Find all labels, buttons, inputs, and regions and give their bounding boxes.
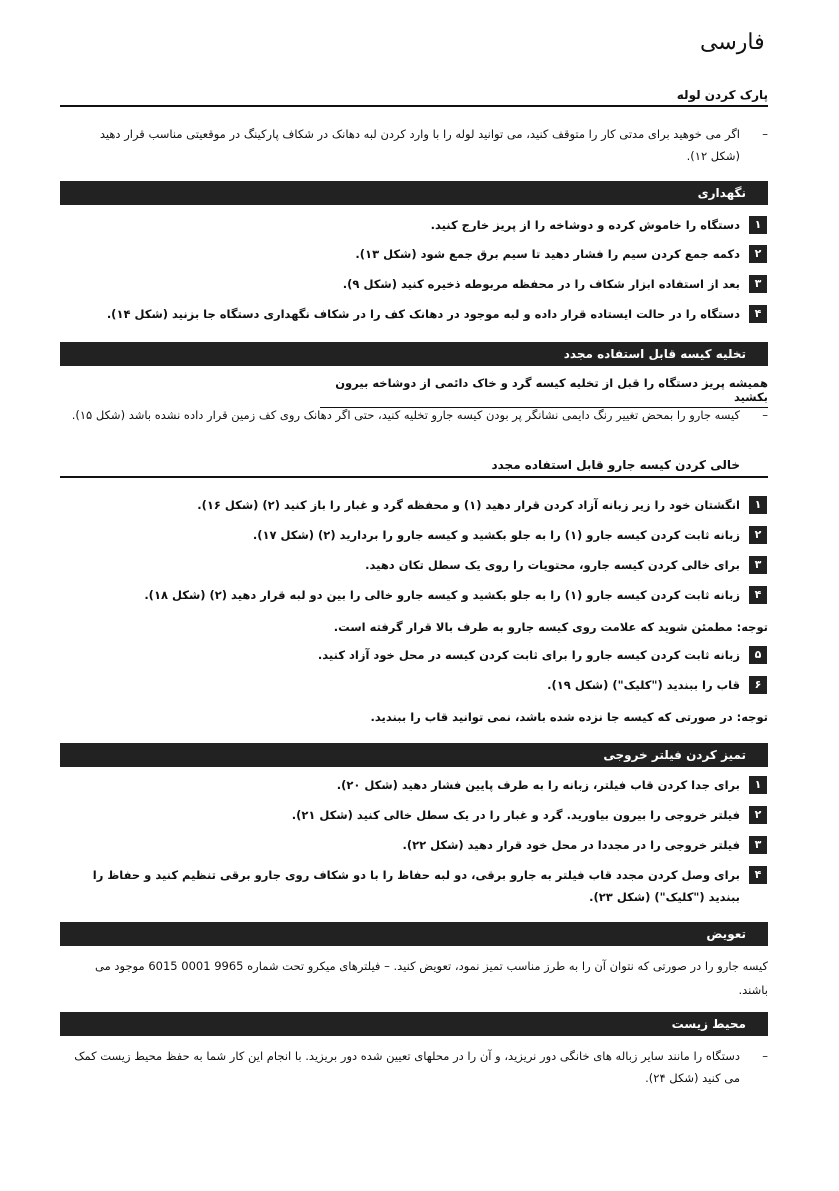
filter-step-3: فیلتر خروجی را در مجددا در محل خود قرار دهید (شکل ۲۲). xyxy=(402,838,740,852)
bullet-dash: – xyxy=(762,127,768,141)
replacement-heading-bar: تعویض xyxy=(60,922,768,946)
parking-bullet-text: اگر می خوهید برای مدتی کار را متوقف کنید، می توانید لوله را با وارد کردن لبه دهانک در شکاف پارکینگ در موقعیتی مناسب قرار دهید (شکل ۱۲). xyxy=(99,127,740,163)
environment-heading-bar: محیط زیست xyxy=(60,1012,768,1036)
step-number: ۴ xyxy=(749,866,767,884)
empty-bag-heading-bar: تخلیه کیسه قابل استفاده مجدد xyxy=(60,342,768,366)
empty-bag-step-4: زبانه ثابت کردن کیسه جارو (۱) را به جلو بکشید و کیسه جارو خالی را بین دو لبه قرار دهید (۲) (شکل ۱۸). xyxy=(144,588,740,602)
empty-bag-bullet xyxy=(70,404,768,426)
step-number: ۲ xyxy=(749,526,767,544)
parking-bullet xyxy=(70,123,768,167)
storage-step-1: دستگاه را خاموش کرده و دوشاخه را از پریز خارج کنید. xyxy=(430,218,740,232)
empty-bag-warning: همیشه پریز دستگاه را قبل از تخلیه کیسه گرد و خاک دائمی از دوشاخه بیرون بکشید xyxy=(320,376,768,408)
empty-bag-bullet-text: کیسه جارو را بمحض تغییر رنگ دایمی نشانگر پر بودن کیسه جارو تخلیه کنید، حتی اگر دهانک روی کف زمین قرار داده نشده باشد (شکل ۱۵). xyxy=(71,408,740,422)
step-number: ۵ xyxy=(749,646,767,664)
empty-bag-step-2: زبانه ثابت کردن کیسه جارو (۱) را به جلو بکشید و کیسه جارو را بردارید (۲) (شکل ۱۷). xyxy=(252,528,740,542)
language-title: فارسی xyxy=(700,30,765,55)
empty-bag-step-1: انگشتان خود را زیر زبانه آزاد کردن قرار دهید (۱) و محفظه گرد و غبار را باز کنید (۲) (شکل ۱۶). xyxy=(197,498,740,512)
empty-bag-note-1: توجه: مطمئن شوید که علامت روی کیسه جارو به طرف بالا قرار گرفته است. xyxy=(333,620,768,634)
bullet-dash: – xyxy=(762,1049,768,1063)
empty-bag-step-6: قاب را ببندید ("کلیک") (شکل ۱۹). xyxy=(547,678,740,692)
filter-step-2: فیلتر خروجی را بیرون بیاورید. گرد و غبار را در یک سطل خالی کنید (شکل ۲۱). xyxy=(291,808,740,822)
filter-step-1: برای جدا کردن قاب فیلتر، زبانه را به طرف پایین فشار دهید (شکل ۲۰). xyxy=(336,778,740,792)
step-number: ۴ xyxy=(749,586,767,604)
empty-bag-subheading: خالی کردن کیسه جارو قابل استفاده مجدد xyxy=(491,458,740,472)
empty-bag-note-2: توجه: در صورتی که کیسه جا نزده شده باشد، نمی توانید قاب را ببندید. xyxy=(370,710,768,724)
environment-bullet xyxy=(70,1045,768,1089)
empty-bag-step-3: برای خالی کردن کیسه جارو، محتویات را روی یک سطل تکان دهید. xyxy=(365,558,740,572)
storage-step-3: بعد از استفاده ابزار شکاف را در محفظه مربوطه ذخیره کنید (شکل ۹). xyxy=(342,277,740,291)
filter-step-4: برای وصل کردن مجدد قاب فیلتر به جارو برقی، دو لبه حفاظ را با دو شکاف روی جارو برقی تنظیم کنید و حفاظ را ببندید ("کلیک") (شکل ۲۳). xyxy=(92,868,740,904)
storage-step-2: دکمه جمع کردن سیم را فشار دهید تا سیم برق جمع شود (شکل ۱۳). xyxy=(355,247,740,261)
step-number: ۱ xyxy=(749,496,767,514)
empty-bag-rule xyxy=(60,476,768,478)
step-number: ۳ xyxy=(749,836,767,854)
step-number: ۲ xyxy=(749,806,767,824)
step-number: ۱ xyxy=(749,776,767,794)
storage-heading-bar: نگهداری xyxy=(60,181,768,205)
step-number: ۶ xyxy=(749,676,767,694)
step-number: ۴ xyxy=(749,305,767,323)
empty-bag-step-5: زبانه ثابت کردن کیسه جارو را برای ثابت کردن کیسه در محل خود آزاد کنید. xyxy=(317,648,740,662)
step-number: ۱ xyxy=(749,216,767,234)
environment-bullet-text: دستگاه را مانند سایر زباله های خانگی دور نریزید، و آن را در محلهای تعیین شده دور بریزید. با انجام این کار شما به حفظ محیط زیست کمک می کنید (شکل ۲۴). xyxy=(74,1049,740,1085)
filter-heading-bar: تمیز کردن فیلتر خروجی xyxy=(60,743,768,767)
parking-heading: پارک کردن لوله xyxy=(676,88,768,102)
storage-step-4: دستگاه را در حالت ایستاده قرار داده و لبه موجود در دهانک کف را در شکاف نگهداری دستگاه جا بزنید (شکل ۱۴). xyxy=(106,307,740,321)
step-number: ۲ xyxy=(749,245,767,263)
bullet-dash: – xyxy=(762,408,768,422)
replacement-text: کیسه جارو را در صورتی که نتوان آن را به طرز مناسب تمیز نمود، تعویض کنید. – فیلترهای میکرو تحت شماره 9965 0001 6015 موجود می باشند. xyxy=(94,959,768,997)
parking-rule xyxy=(60,105,768,107)
step-number: ۳ xyxy=(749,275,767,293)
step-number: ۳ xyxy=(749,556,767,574)
